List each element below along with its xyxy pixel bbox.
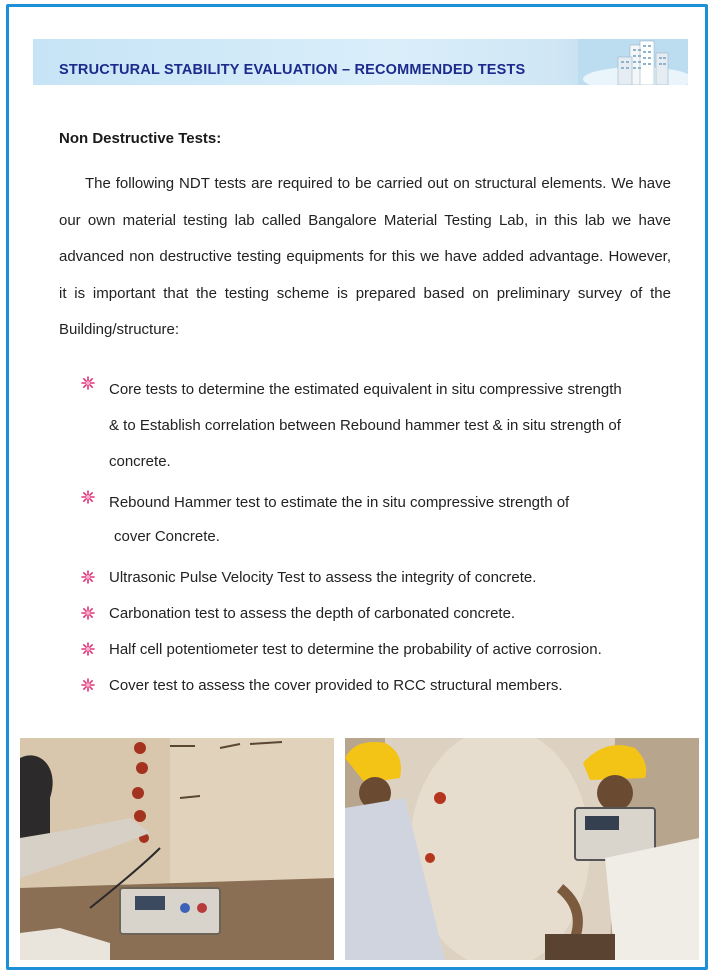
test-list: [81, 372, 681, 698]
asterisk-star-icon: [81, 606, 95, 620]
list-item-text: Ultrasonic Pulse Velocity Test to assess the integrity of concrete.: [109, 569, 537, 586]
asterisk-star-icon: [81, 678, 95, 692]
list-item: [81, 372, 681, 480]
list-item-text: Core tests to determine the estimated equivalent in situ compressive strength: [109, 381, 622, 398]
asterisk-star-icon: [81, 490, 95, 504]
section-heading: Non Destructive Tests:: [59, 130, 222, 147]
asterisk-star-icon: [81, 570, 95, 584]
photo-illustration: [20, 738, 334, 960]
building-illustration: [578, 39, 688, 85]
list-item-text: Carbonation test to assess the depth of carbonated concrete.: [109, 605, 516, 622]
list-item-text: Half cell potentiometer test to determine the probability of active corrosion.: [109, 641, 602, 658]
title-banner: [33, 39, 688, 85]
photo-illustration: [345, 738, 699, 960]
list-item-text: Cover test to assess the cover provided to RCC structural members.: [109, 677, 563, 694]
asterisk-star-icon: [81, 642, 95, 656]
list-item-text: cover Concrete.: [114, 528, 220, 545]
photo-rebound-hammer-test: [20, 738, 334, 960]
intro-paragraph: The following NDT tests are required to be carried out on structural elements. We have our own material testing lab called Bangalore Material Testing Lab, in this lab we have advanced non destructive testing equipments for this we have added advantage. However, it is important that the testing scheme is prepared based on preliminary survey of the Building/structure:: [59, 175, 671, 338]
list-item: [81, 674, 681, 698]
list-item-text: Rebound Hammer test to estimate the in situ compressive strength of: [109, 494, 570, 511]
list-item-text: & to Establish correlation between Rebound hammer test & in situ strength of: [109, 417, 621, 434]
list-item-text: concrete.: [109, 453, 171, 470]
list-item: [81, 566, 681, 590]
list-item: [81, 638, 681, 662]
photo-upv-test: [345, 738, 699, 960]
list-item: [81, 602, 681, 626]
asterisk-star-icon: [81, 376, 95, 390]
page-title: STRUCTURAL STABILITY EVALUATION – RECOMMENDED TESTS: [59, 62, 526, 78]
list-item: [81, 486, 681, 554]
